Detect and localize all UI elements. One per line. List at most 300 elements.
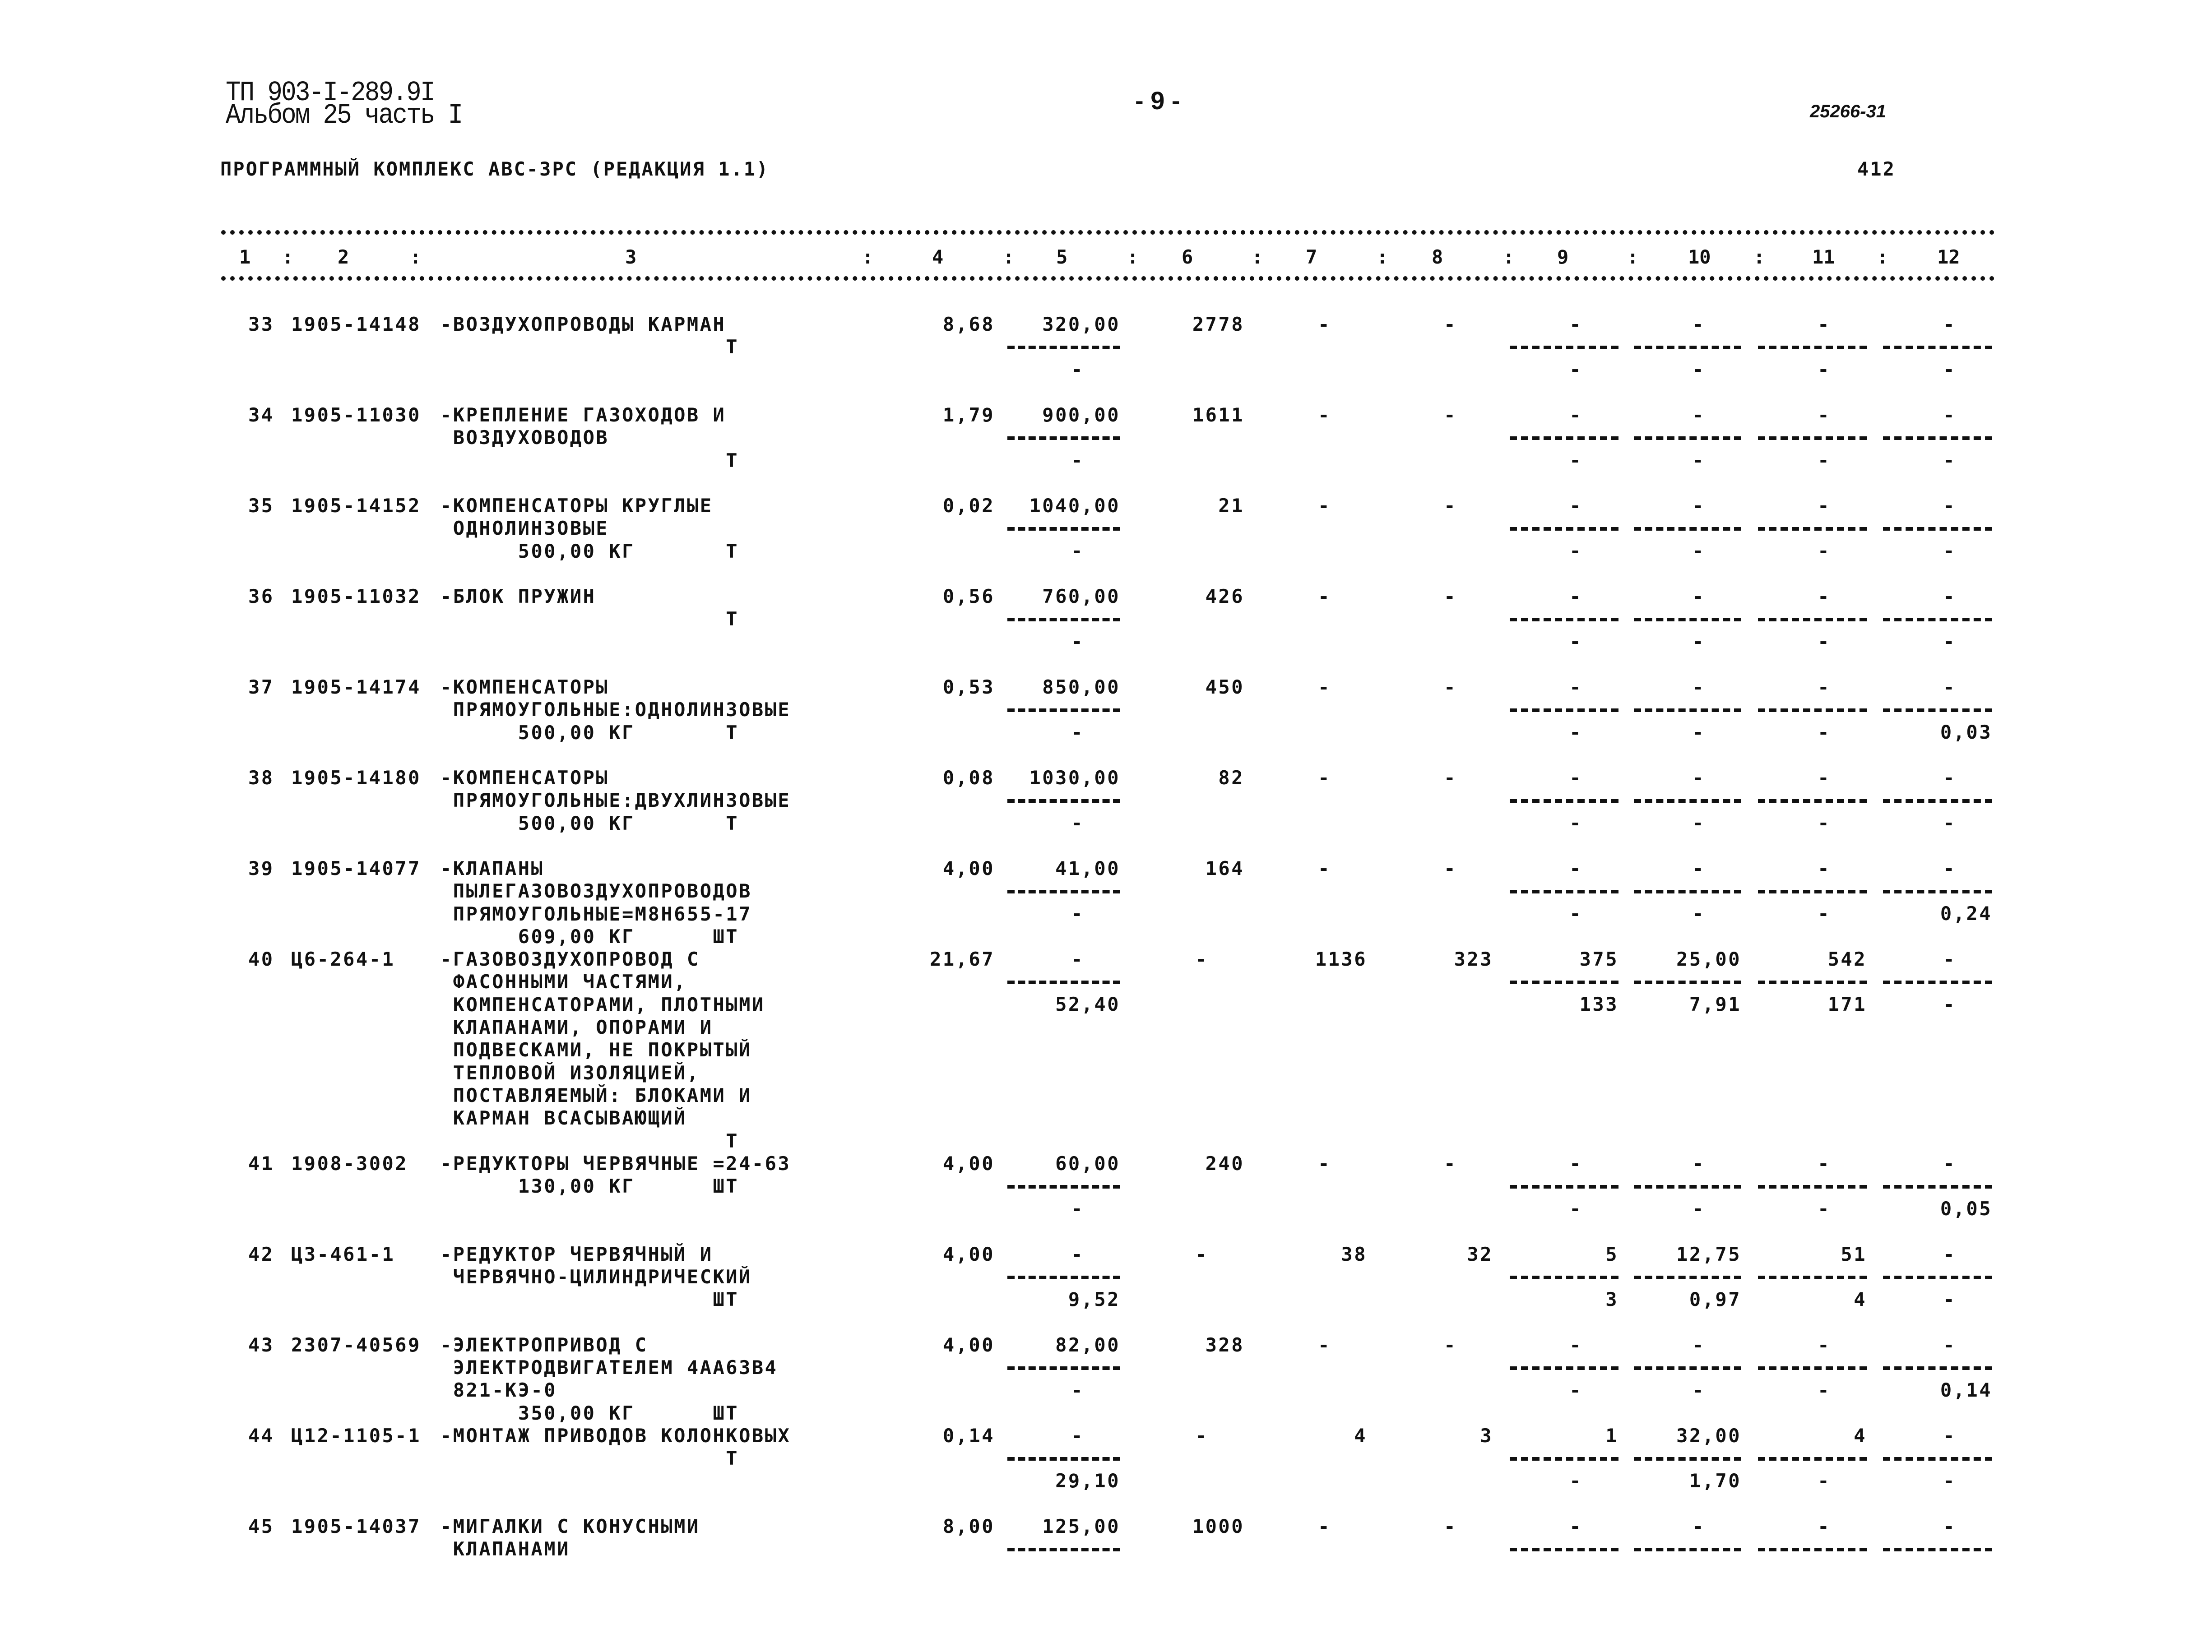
value-c5-bottom: - xyxy=(1071,449,1084,471)
description-line: КАРМАН ВСАСЫВАЮЩИЙ xyxy=(440,1107,687,1129)
value-c10-top: - xyxy=(1692,313,1705,335)
item-code: 1905-11032 xyxy=(291,585,421,607)
divider-c9 xyxy=(1510,890,1618,893)
divider-c5 xyxy=(1007,799,1120,803)
value-c5-bottom: - xyxy=(1071,902,1084,925)
value-c7: 1136 xyxy=(1315,948,1367,971)
value-c8: 3 xyxy=(1480,1425,1493,1447)
value-c9-top: - xyxy=(1569,767,1582,789)
value-c10-bottom: - xyxy=(1692,1379,1705,1401)
value-c4: 21,67 xyxy=(930,948,995,971)
value-c12-bottom: - xyxy=(1943,812,1956,834)
value-c11-bottom: - xyxy=(1818,540,1831,562)
value-c9-top: - xyxy=(1569,1515,1582,1538)
value-c11-top: - xyxy=(1818,495,1831,517)
value-c5-top: 60,00 xyxy=(1055,1152,1120,1175)
value-c5-top: 125,00 xyxy=(1042,1515,1120,1538)
description-line: 609,00 КГ ШТ xyxy=(440,925,739,948)
table-row xyxy=(0,676,2212,767)
description-line: ВОЗДУХОВОДОВ xyxy=(440,426,609,449)
value-c12-top: - xyxy=(1943,313,1956,335)
value-c12-top: - xyxy=(1943,1425,1956,1447)
value-c12-bottom: 0,05 xyxy=(1940,1197,1992,1220)
table-row xyxy=(0,1243,2212,1334)
table-row xyxy=(0,1515,2212,1606)
value-c8: - xyxy=(1444,313,1457,335)
value-c12-top: - xyxy=(1943,767,1956,789)
value-c10-bottom: - xyxy=(1692,812,1705,834)
item-code: Ц3-461-1 xyxy=(291,1243,395,1265)
row-number: 44 xyxy=(248,1425,274,1447)
value-c6: - xyxy=(1195,1425,1208,1447)
table-row xyxy=(0,495,2212,585)
value-c9-bottom: - xyxy=(1569,721,1582,743)
value-c5-top: - xyxy=(1071,948,1084,971)
divider-c10 xyxy=(1634,1457,1741,1461)
value-c9-bottom: 133 xyxy=(1579,993,1618,1016)
value-c6: 164 xyxy=(1205,857,1244,879)
value-c9-top: - xyxy=(1569,404,1582,426)
value-c11-bottom: - xyxy=(1818,1197,1831,1220)
value-c12-bottom: - xyxy=(1943,358,1956,380)
row-number: 41 xyxy=(248,1152,274,1175)
description-line: -ВОЗДУХОПРОВОДЫ КАРМАН xyxy=(440,313,726,335)
divider-c11 xyxy=(1758,799,1867,803)
value-c10-bottom: - xyxy=(1692,721,1705,743)
value-c7: - xyxy=(1318,1515,1331,1538)
value-c9-top: 1 xyxy=(1605,1425,1618,1447)
value-c6: - xyxy=(1195,948,1208,971)
value-c9-bottom: - xyxy=(1569,630,1582,652)
column-header-10: 10 xyxy=(1688,246,1711,268)
column-header-4: 4 xyxy=(932,246,944,268)
value-c9-top: - xyxy=(1569,313,1582,335)
table-row xyxy=(0,948,2212,1152)
divider-c9 xyxy=(1510,436,1618,440)
value-c11-bottom: - xyxy=(1818,1379,1831,1401)
header-rule-top xyxy=(221,230,1995,235)
item-code: 1905-14152 xyxy=(291,495,421,517)
row-number: 34 xyxy=(248,404,274,426)
value-c11-top: - xyxy=(1818,585,1831,607)
table-row xyxy=(0,1152,2212,1243)
value-c6: 426 xyxy=(1205,585,1244,607)
value-c6: 21 xyxy=(1218,495,1244,517)
description-line: -РЕДУКТОР ЧЕРВЯЧНЫЙ И xyxy=(440,1243,713,1265)
divider-c11 xyxy=(1758,618,1867,621)
value-c12-top: - xyxy=(1943,857,1956,879)
divider-c11 xyxy=(1758,346,1867,349)
description-line: КОМПЕНСАТОРАМИ, ПЛОТНЫМИ xyxy=(440,993,765,1016)
value-c11-bottom: 4 xyxy=(1854,1288,1867,1310)
value-c10-top: - xyxy=(1692,676,1705,698)
value-c7: - xyxy=(1318,857,1331,879)
sheet-number: 412 xyxy=(1857,158,1896,180)
column-header-8: 8 xyxy=(1432,246,1443,268)
divider-c9 xyxy=(1510,981,1618,984)
value-c9-bottom: - xyxy=(1569,812,1582,834)
value-c7: - xyxy=(1318,495,1331,517)
value-c4: 0,14 xyxy=(942,1425,995,1447)
description-line: ТЕПЛОВОЙ ИЗОЛЯЦИЕЙ, xyxy=(440,1061,700,1084)
divider-c12 xyxy=(1883,890,1992,893)
value-c7: - xyxy=(1318,767,1331,789)
value-c11-bottom: - xyxy=(1818,721,1831,743)
value-c9-top: - xyxy=(1569,857,1582,879)
description-line: 130,00 КГ ШТ xyxy=(440,1175,739,1198)
value-c7: - xyxy=(1318,313,1331,335)
divider-c10 xyxy=(1634,890,1741,893)
value-c12-bottom: - xyxy=(1943,449,1956,471)
value-c9-top: - xyxy=(1569,585,1582,607)
description-line: ШТ xyxy=(440,1288,739,1311)
column-header-5: 5 xyxy=(1056,246,1068,268)
value-c4: 0,53 xyxy=(942,676,995,698)
divider-c12 xyxy=(1883,799,1992,803)
spec-table-body xyxy=(0,313,2212,1606)
description-line: 500,00 КГ Т xyxy=(440,812,739,834)
value-c11-top: 51 xyxy=(1841,1243,1867,1265)
value-c10-top: - xyxy=(1692,404,1705,426)
value-c12-bottom: 0,14 xyxy=(1940,1379,1992,1401)
value-c10-bottom: - xyxy=(1692,540,1705,562)
divider-c12 xyxy=(1883,436,1992,440)
value-c11-top: - xyxy=(1818,1152,1831,1175)
divider-c9 xyxy=(1510,1185,1618,1189)
divider-c9 xyxy=(1510,618,1618,621)
column-separator: : xyxy=(862,246,874,268)
value-c9-top: 5 xyxy=(1605,1243,1618,1265)
divider-c12 xyxy=(1883,527,1992,531)
description-line: Т xyxy=(440,336,739,358)
item-description xyxy=(440,676,791,744)
row-number: 45 xyxy=(248,1515,274,1538)
divider-c5 xyxy=(1007,436,1120,440)
item-description xyxy=(440,857,752,948)
value-c12-top: - xyxy=(1943,404,1956,426)
value-c11-bottom: 171 xyxy=(1827,993,1867,1016)
divider-c5 xyxy=(1007,1185,1120,1189)
row-number: 36 xyxy=(248,585,274,607)
value-c4: 4,00 xyxy=(942,1243,995,1265)
column-separator: : xyxy=(1877,246,1888,268)
divider-c11 xyxy=(1758,527,1867,531)
value-c6: 240 xyxy=(1205,1152,1244,1175)
column-header-1: 1 xyxy=(239,246,251,268)
value-c10-bottom: - xyxy=(1692,1197,1705,1220)
description-line: КЛАПАНАМИ, ОПОРАМИ И xyxy=(440,1016,713,1039)
value-c9-bottom: - xyxy=(1569,540,1582,562)
row-number: 40 xyxy=(248,948,274,971)
value-c5-bottom: - xyxy=(1071,812,1084,834)
item-description xyxy=(440,495,739,563)
column-separator: : xyxy=(1127,246,1139,268)
value-c5-bottom: - xyxy=(1071,1379,1084,1401)
description-line: -МОНТАЖ ПРИВОДОВ КОЛОНКОВЫХ xyxy=(440,1425,791,1447)
divider-c5 xyxy=(1007,618,1120,621)
column-separator: : xyxy=(410,246,422,268)
value-c5-bottom: 29,10 xyxy=(1055,1470,1120,1492)
column-header-12: 12 xyxy=(1937,246,1960,268)
value-c9-bottom: - xyxy=(1569,1379,1582,1401)
value-c12-bottom: - xyxy=(1943,993,1956,1016)
value-c8: 32 xyxy=(1467,1243,1493,1265)
column-separator: : xyxy=(1252,246,1263,268)
divider-c11 xyxy=(1758,708,1867,712)
column-separator: : xyxy=(1503,246,1515,268)
description-line: -БЛОК ПРУЖИН xyxy=(440,585,596,607)
divider-c5 xyxy=(1007,981,1120,984)
value-c12-top: - xyxy=(1943,1333,1956,1356)
value-c4: 1,79 xyxy=(942,404,995,426)
item-description xyxy=(440,767,791,835)
item-code: 1905-14077 xyxy=(291,857,421,879)
value-c5-top: 760,00 xyxy=(1042,585,1120,607)
value-c8: - xyxy=(1444,1152,1457,1175)
row-number: 43 xyxy=(248,1333,274,1356)
divider-c10 xyxy=(1634,346,1741,349)
column-separator: : xyxy=(1627,246,1639,268)
value-c11-top: - xyxy=(1818,857,1831,879)
value-c10-bottom: - xyxy=(1692,902,1705,925)
value-c8: 323 xyxy=(1454,948,1493,971)
divider-c12 xyxy=(1883,1548,1992,1551)
row-number: 42 xyxy=(248,1243,274,1265)
divider-c12 xyxy=(1883,708,1992,712)
value-c11-top: - xyxy=(1818,404,1831,426)
divider-c10 xyxy=(1634,436,1741,440)
value-c6: 450 xyxy=(1205,676,1244,698)
value-c9-top: - xyxy=(1569,676,1582,698)
table-row xyxy=(0,857,2212,948)
description-line: -КЛАПАНЫ xyxy=(440,857,544,879)
description-line: 500,00 КГ Т xyxy=(440,540,739,562)
value-c10-top: - xyxy=(1692,495,1705,517)
value-c10-top: - xyxy=(1692,1152,1705,1175)
divider-c11 xyxy=(1758,981,1867,984)
value-c10-bottom: - xyxy=(1692,630,1705,652)
value-c11-top: - xyxy=(1818,676,1831,698)
divider-c5 xyxy=(1007,1366,1120,1370)
value-c10-top: - xyxy=(1692,1333,1705,1356)
divider-c9 xyxy=(1510,799,1618,803)
value-c10-top: - xyxy=(1692,1515,1705,1538)
divider-c11 xyxy=(1758,1185,1867,1189)
item-code: 1905-14180 xyxy=(291,767,421,789)
item-code: 1908-3002 xyxy=(291,1152,408,1175)
value-c8: - xyxy=(1444,1515,1457,1538)
description-line: ЭЛЕКТРОДВИГАТЕЛЕМ 4АА63В4 xyxy=(440,1356,778,1379)
doc-code: ТП 903-I-289.9I xyxy=(226,77,434,109)
description-line: -КОМПЕНСАТОРЫ xyxy=(440,676,609,698)
value-c7: - xyxy=(1318,676,1331,698)
item-description xyxy=(440,1243,752,1311)
value-c11-bottom: - xyxy=(1818,1470,1831,1492)
table-row xyxy=(0,313,2212,404)
item-code: 1905-11030 xyxy=(291,404,421,426)
value-c10-top: - xyxy=(1692,585,1705,607)
divider-c10 xyxy=(1634,981,1741,984)
archive-number: 25266-31 xyxy=(1810,102,1887,121)
description-line: -ЭЛЕКТРОПРИВОД С xyxy=(440,1333,648,1356)
divider-c5 xyxy=(1007,708,1120,712)
value-c5-bottom: 52,40 xyxy=(1055,993,1120,1016)
row-number: 33 xyxy=(248,313,274,335)
value-c10-top: 12,75 xyxy=(1676,1243,1741,1265)
divider-c11 xyxy=(1758,1457,1867,1461)
value-c12-top: - xyxy=(1943,585,1956,607)
value-c12-bottom: 0,24 xyxy=(1940,902,1992,925)
value-c7: - xyxy=(1318,404,1331,426)
description-line: ПЫЛЕГАЗОВОЗДУХОПРОВОДОВ xyxy=(440,880,752,902)
album-label: Альбом 25 часть I xyxy=(226,99,462,131)
column-header-7: 7 xyxy=(1306,246,1317,268)
item-code: 1905-14148 xyxy=(291,313,421,335)
description-line: ПОСТАВЛЯЕМЫЙ: БЛОКАМИ И xyxy=(440,1084,752,1106)
divider-c9 xyxy=(1510,1457,1618,1461)
value-c12-top: - xyxy=(1943,1243,1956,1265)
description-line: ФАСОННЫМИ ЧАСТЯМИ, xyxy=(440,971,687,993)
value-c6: - xyxy=(1195,1243,1208,1265)
value-c6: 328 xyxy=(1205,1333,1244,1356)
table-row xyxy=(0,1425,2212,1515)
row-number: 35 xyxy=(248,495,274,517)
divider-c5 xyxy=(1007,346,1120,349)
value-c10-bottom: 1,70 xyxy=(1689,1470,1741,1492)
value-c11-top: 4 xyxy=(1854,1425,1867,1447)
value-c9-top: - xyxy=(1569,1333,1582,1356)
value-c8: - xyxy=(1444,676,1457,698)
value-c12-bottom: 0,03 xyxy=(1940,721,1992,743)
value-c7: - xyxy=(1318,1152,1331,1175)
value-c11-top: - xyxy=(1818,1333,1831,1356)
value-c11-top: - xyxy=(1818,767,1831,789)
divider-c10 xyxy=(1634,1366,1741,1370)
value-c11-top: 542 xyxy=(1827,948,1867,971)
value-c5-top: 82,00 xyxy=(1055,1333,1120,1356)
value-c7: 4 xyxy=(1354,1425,1367,1447)
divider-c12 xyxy=(1883,618,1992,621)
table-row xyxy=(0,767,2212,857)
value-c5-top: 900,00 xyxy=(1042,404,1120,426)
description-line: 821-КЭ-0 xyxy=(440,1379,557,1402)
divider-c10 xyxy=(1634,1185,1741,1189)
item-code: 2307-40569 xyxy=(291,1333,421,1356)
divider-c5 xyxy=(1007,1548,1120,1551)
value-c9-bottom: - xyxy=(1569,449,1582,471)
divider-c10 xyxy=(1634,618,1741,621)
item-description xyxy=(440,585,739,631)
description-line: -ГАЗОВОЗДУХОПРОВОД С xyxy=(440,948,700,971)
value-c8: - xyxy=(1444,857,1457,879)
column-header-2: 2 xyxy=(338,246,349,268)
value-c8: - xyxy=(1444,495,1457,517)
column-separator: : xyxy=(282,246,294,268)
description-line: ЧЕРВЯЧНО-ЦИЛИНДРИЧЕСКИЙ xyxy=(440,1266,752,1288)
value-c5-bottom: - xyxy=(1071,630,1084,652)
value-c4: 0,56 xyxy=(942,585,995,607)
row-number: 38 xyxy=(248,767,274,789)
value-c8: - xyxy=(1444,1333,1457,1356)
value-c9-bottom: - xyxy=(1569,358,1582,380)
divider-c10 xyxy=(1634,708,1741,712)
value-c10-top: - xyxy=(1692,857,1705,879)
value-c4: 4,00 xyxy=(942,1152,995,1175)
divider-c12 xyxy=(1883,981,1992,984)
divider-c9 xyxy=(1510,527,1618,531)
value-c10-top: - xyxy=(1692,767,1705,789)
value-c5-top: 41,00 xyxy=(1055,857,1120,879)
item-description xyxy=(440,313,739,359)
value-c5-top: 1030,00 xyxy=(1029,767,1120,789)
value-c12-bottom: - xyxy=(1943,1288,1956,1310)
value-c12-top: - xyxy=(1943,1152,1956,1175)
description-line: ПРЯМОУГОЛЬНЫЕ=М8Н655-17 xyxy=(440,902,752,925)
value-c10-bottom: - xyxy=(1692,358,1705,380)
value-c10-top: 25,00 xyxy=(1676,948,1741,971)
value-c10-bottom: 0,97 xyxy=(1689,1288,1741,1310)
divider-c10 xyxy=(1634,799,1741,803)
divider-c12 xyxy=(1883,346,1992,349)
description-line: 350,00 КГ ШТ xyxy=(440,1402,739,1424)
divider-c9 xyxy=(1510,708,1618,712)
value-c11-bottom: - xyxy=(1818,812,1831,834)
value-c7: 38 xyxy=(1341,1243,1367,1265)
item-description xyxy=(440,1515,700,1561)
description-line: Т xyxy=(440,449,739,472)
divider-c9 xyxy=(1510,1366,1618,1370)
value-c7: - xyxy=(1318,585,1331,607)
value-c7: - xyxy=(1318,1333,1331,1356)
column-header-9: 9 xyxy=(1557,246,1569,268)
value-c9-bottom: - xyxy=(1569,1197,1582,1220)
value-c6: 1611 xyxy=(1192,404,1244,426)
column-separator: : xyxy=(1377,246,1388,268)
description-line: -КОМПЕНСАТОРЫ КРУГЛЫЕ xyxy=(440,495,713,517)
value-c9-top: - xyxy=(1569,495,1582,517)
value-c12-top: - xyxy=(1943,676,1956,698)
value-c5-top: 850,00 xyxy=(1042,676,1120,698)
value-c8: - xyxy=(1444,767,1457,789)
divider-c11 xyxy=(1758,1276,1867,1279)
description-line: КЛАПАНАМИ xyxy=(440,1538,570,1560)
page-number: - 9 - xyxy=(1135,86,1180,115)
divider-c12 xyxy=(1883,1366,1992,1370)
divider-c12 xyxy=(1883,1185,1992,1189)
column-header-3: 3 xyxy=(625,246,637,268)
item-code: Ц12-1105-1 xyxy=(291,1425,421,1447)
divider-c5 xyxy=(1007,890,1120,893)
description-line: ПОДВЕСКАМИ, НЕ ПОКРЫТЫЙ xyxy=(440,1039,752,1061)
description-line: -МИГАЛКИ С КОНУСНЫМИ xyxy=(440,1515,700,1538)
divider-c9 xyxy=(1510,1548,1618,1551)
value-c11-top: - xyxy=(1818,1515,1831,1538)
value-c5-bottom: 9,52 xyxy=(1068,1288,1120,1310)
column-separator: : xyxy=(1753,246,1765,268)
divider-c11 xyxy=(1758,1366,1867,1370)
description-line: -КРЕПЛЕНИЕ ГАЗОХОДОВ И xyxy=(440,404,726,426)
divider-c11 xyxy=(1758,890,1867,893)
divider-c9 xyxy=(1510,1276,1618,1279)
value-c8: - xyxy=(1444,585,1457,607)
divider-c5 xyxy=(1007,1457,1120,1461)
value-c5-bottom: - xyxy=(1071,540,1084,562)
divider-c11 xyxy=(1758,1548,1867,1551)
value-c5-bottom: - xyxy=(1071,1197,1084,1220)
value-c9-bottom: - xyxy=(1569,1470,1582,1492)
value-c12-bottom: - xyxy=(1943,540,1956,562)
divider-c10 xyxy=(1634,1548,1741,1551)
